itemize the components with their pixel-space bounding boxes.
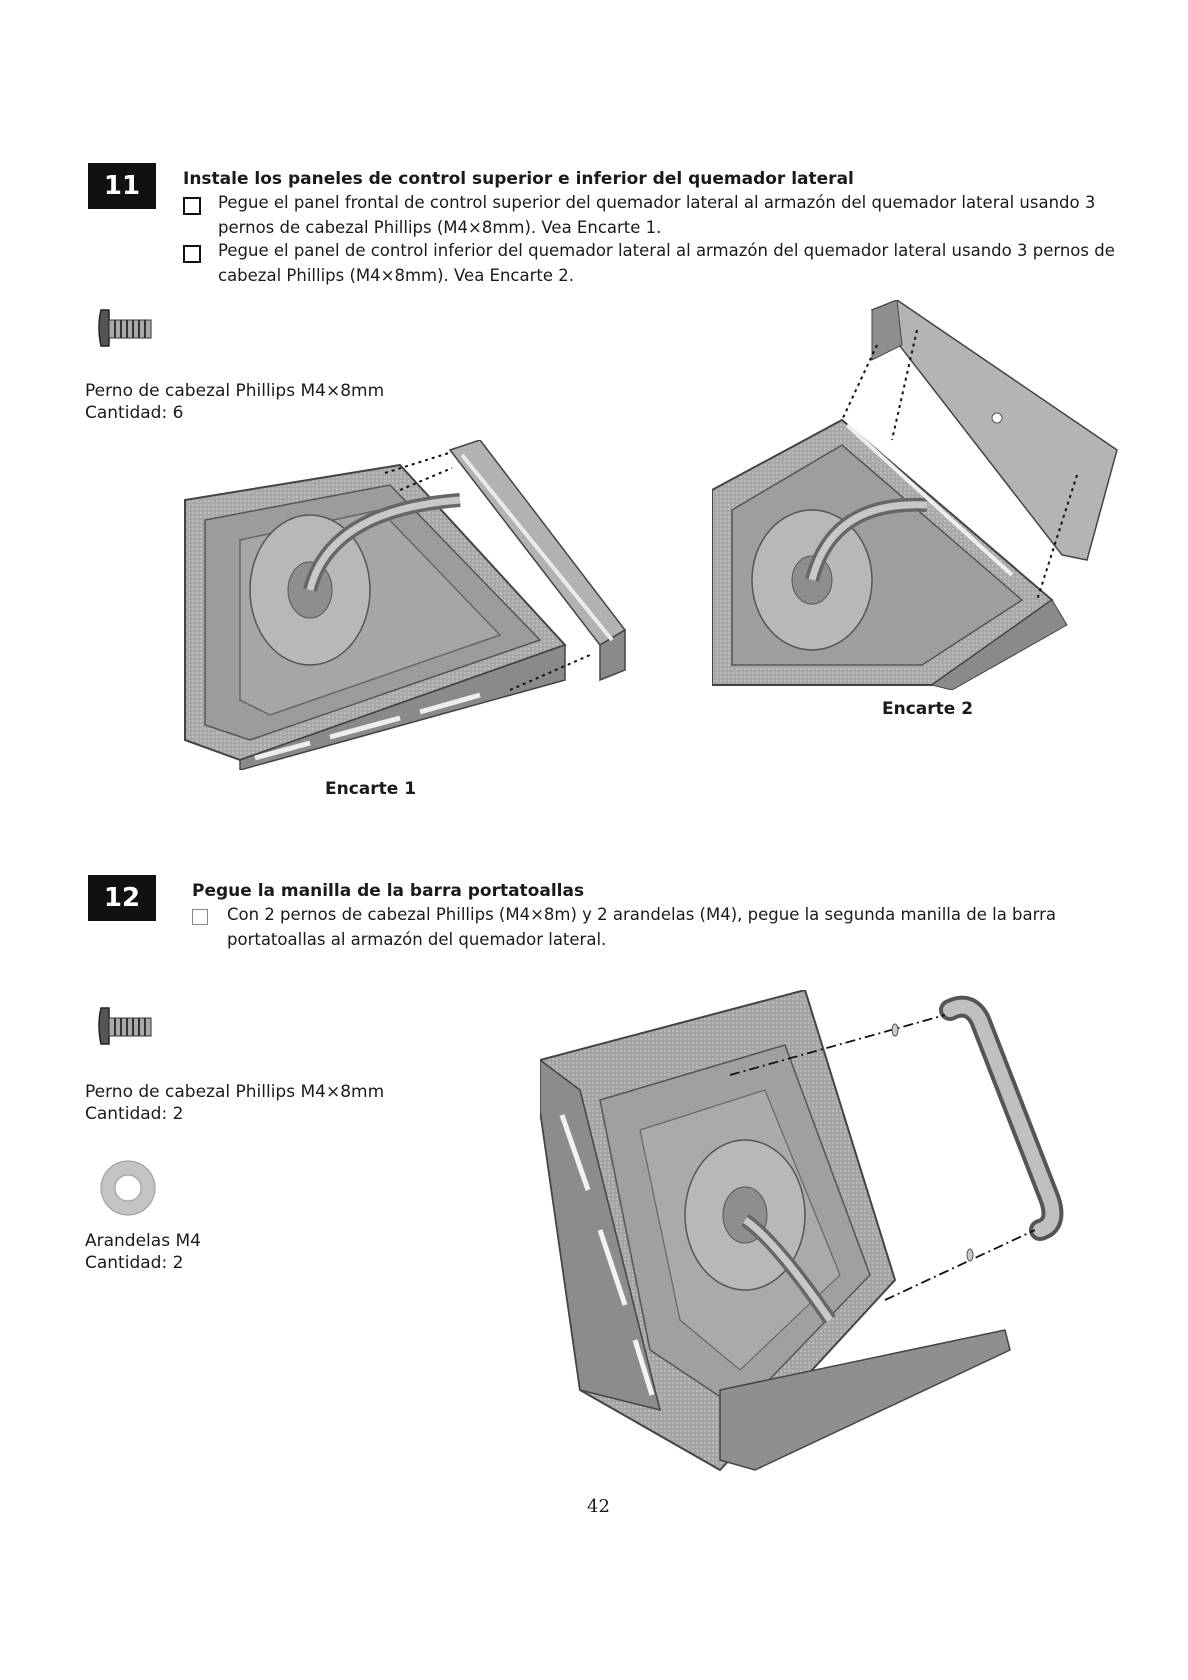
step-12-part-1-name: Perno de cabezal Phillips M4×8mm [85, 1082, 385, 1102]
step-11-title: Instale los paneles de control superior e inferior del quemador lateral [183, 169, 854, 189]
step-12-number: 12 [103, 883, 141, 913]
step-12-badge [88, 875, 156, 921]
step-12-illustration [540, 990, 1120, 1480]
step-12-title: Pegue la manilla de la barra portatoallas [192, 881, 585, 901]
step-11-instruction-1: Pegue el panel frontal de control superior del quemador lateral al armazón del quemador lateral usando 3 pernos de cabezal Phillips (M4×8mm). Vea Encarte 1. [218, 193, 1096, 237]
washer-icon [98, 1158, 158, 1218]
phillips-bolt-icon [95, 302, 157, 364]
inset-2-illustration [712, 300, 1132, 690]
step-12-part-2-qty: Cantidad: 2 [85, 1253, 184, 1273]
step-12-instruction-1: Con 2 pernos de cabezal Phillips (M4×8m) y 2 arandelas (M4), pegue la segunda manilla de la barra portatoallas al armazón del quemador lateral. [227, 905, 1057, 949]
step-11-badge [88, 163, 156, 209]
step-12-part-1-qty: Cantidad: 2 [85, 1104, 184, 1124]
step-11-checkbox-2[interactable] [183, 245, 201, 263]
page-number: 42 [587, 1496, 610, 1517]
inset-2-label: Encarte 2 [882, 699, 974, 719]
phillips-bolt-icon [95, 1000, 157, 1062]
step-12-part-2-name: Arandelas M4 [85, 1231, 201, 1251]
step-11-part-name: Perno de cabezal Phillips M4×8mm [85, 381, 385, 401]
step-11-number: 11 [103, 171, 141, 201]
step-11-checkbox-1[interactable] [183, 197, 201, 215]
step-11-instruction-2: Pegue el panel de control inferior del quemador lateral al armazón del quemador lateral usando 3 pernos de cabezal Phillips (M4×8mm). Vea Encarte 2. [218, 241, 1115, 285]
step-12-checkbox-1[interactable] [192, 909, 208, 925]
inset-1-illustration [180, 440, 680, 770]
inset-1-label: Encarte 1 [325, 779, 417, 799]
step-11-part-qty: Cantidad: 6 [85, 403, 184, 423]
